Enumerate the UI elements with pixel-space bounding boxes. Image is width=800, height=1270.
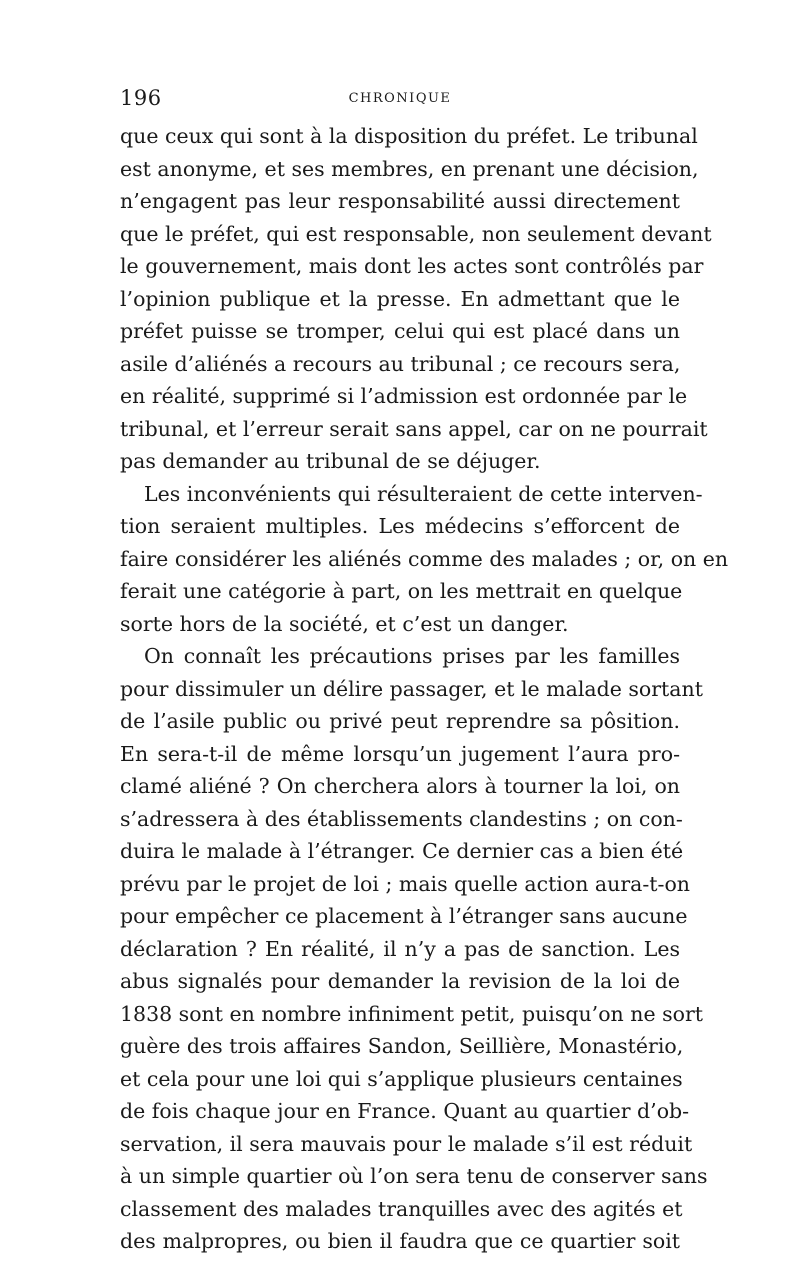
text-line: classement des malades tranquilles avec des agités et (120, 1196, 683, 1221)
text-line: que ceux qui sont à la disposition du préfet. Le tribunal (120, 124, 698, 148)
text-line: et cela pour une loi qui s’applique plusieurs centaines (120, 1066, 683, 1091)
text-line: n’engagent pas leur responsabilité aussi directement (120, 189, 680, 213)
text-line: ferait une catégorie à part, on les mettrait en quelque (120, 579, 683, 603)
text-line: est anonyme, et ses membres, en prenant une décision, (120, 156, 699, 181)
text-line: Les inconvénients qui résulteraient de cette interven- (144, 481, 703, 506)
text-line: en réalité, supprimé si l’admission est ordonnée par le (120, 384, 688, 408)
text-line: tribunal, et l’erreur serait sans appel, car on ne pourrait (120, 416, 708, 441)
text-line: 1838 sont en nombre infiniment petit, puisqu’on ne sort (120, 1001, 704, 1026)
text-line: le gouvernement, mais dont les actes sont contrôlés par (120, 254, 704, 278)
text-line: tion seraient multiples. Les médecins s’efforcent de (120, 514, 680, 538)
text-line: servation, il sera mauvais pour le malade s’il est réduit (120, 1131, 693, 1156)
text-line: l’opinion publique et la presse. En admettant que le (120, 286, 680, 311)
text-line: pour dissimuler un délire passager, et le malade sortant (120, 676, 703, 701)
text-line: En sera-t-il de même lorsqu’un jugement l’aura pro- (120, 741, 680, 766)
text-line: de l’asile public ou privé peut reprendre sa pôsition. (120, 709, 680, 733)
page-number: 196 (120, 86, 162, 110)
text-line: s’adressera à des établissements clandestins ; on con- (120, 806, 683, 831)
text-line: de fois chaque jour en France. Quant au quartier d’ob- (120, 1099, 690, 1123)
text-line: que le préfet, qui est responsable, non seulement devant (120, 221, 712, 246)
text-line: pour empêcher ce placement à l’étranger sans aucune (120, 904, 688, 928)
text-line: préfet puisse se tromper, celui qui est placé dans un (120, 319, 680, 343)
text-line: des malpropres, ou bien il faudra que ce quartier soit (120, 1229, 680, 1253)
text-line: guère des trois affaires Sandon, Seillière, Monastério, (120, 1034, 684, 1058)
running-head (120, 86, 680, 116)
text-line: faire considérer les aliénés comme des malades ; or, on en (120, 546, 729, 571)
running-head-title: CHRONIQUE (348, 91, 452, 106)
body-text (120, 120, 729, 1258)
text-line: abus signalés pour demander la revision de la loi de (120, 969, 680, 993)
text-line: prévu par le projet de loi ; mais quelle action aura-t-on (120, 871, 691, 896)
text-line: déclaration ? En réalité, il n’y a pas de sanction. Les (120, 936, 680, 961)
text-line: à un simple quartier où l’on sera tenu de conserver sans (120, 1164, 708, 1188)
text-line: pas demander au tribunal de se déjuger. (120, 449, 541, 473)
text-line: On connaît les précautions prises par les familles (144, 644, 680, 668)
text-line: clamé aliéné ? On cherchera alors à tourner la loi, on (120, 774, 680, 798)
text-line: duira le malade à l’étranger. Ce dernier cas a bien été (120, 839, 684, 863)
text-line: asile d’aliénés a recours au tribunal ; ce recours sera, (120, 351, 681, 376)
text-line: sorte hors de la société, et c’est un danger. (120, 611, 569, 636)
